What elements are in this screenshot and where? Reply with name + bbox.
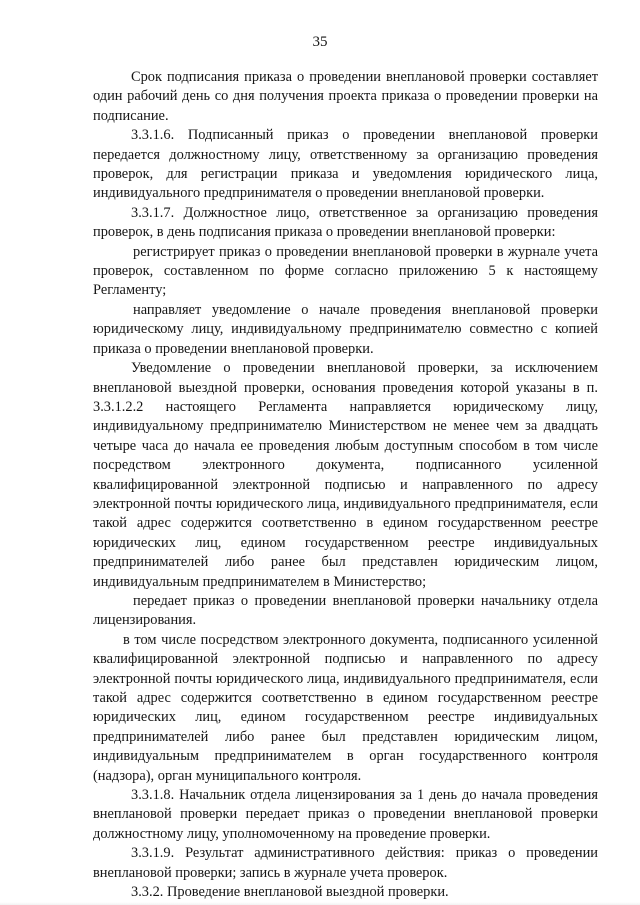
- paragraph-registers-order: регистрирует приказ о проведении внеплановой проверки в журнале учета проверок, составленном по форме согласно приложению 5 к настоящему Регламенту;: [93, 243, 598, 299]
- paragraph-sends-notice: направляет уведомление о начале проведения внеплановой проверки юридическому лицу, индивидуальному предпринимателю совместно с копией приказа о проведении внеплановой проверки.: [93, 301, 598, 357]
- paragraph-electronic-document: в том числе посредством электронного документа, подписанного усиленной квалифицированной электронной подписью и направленного по адресу электронной почты юридического лица, индивидуального предпринимателя, если такой адрес содержится соответственно в едином государственном реестре юридических лиц, едином государственном реестре индивидуальных предпринимателей либо ранее был представлен юридическим лицом, индивидуальным предпринимателем в орган государственного контроля (надзора), орган муниципального контроля.: [93, 631, 598, 784]
- paragraph-3-3-1-6: 3.3.1.6. Подписанный приказ о проведении внеплановой проверки передается должностному лицу, ответственному за организацию проведения проверок, для регистрации приказа и уведомления юридического лица, индивидуального предпринимателя о проведении внеплановой проверки.: [93, 127, 598, 202]
- paragraph-3-3-1-9: 3.3.1.9. Результат административного действия: приказ о проведении внеплановой проверки; запись в журнале учета проверок.: [93, 845, 598, 881]
- paragraph-3-3-1-7: 3.3.1.7. Должностное лицо, ответственное за организацию проведения проверок, в день подписания приказа о проведении внеплановой проверки:: [93, 204, 598, 241]
- paragraph-transfers-order: передает приказ о проведении внеплановой проверки начальнику отдела лицензирования.: [93, 592, 598, 629]
- page-number: 35: [312, 34, 328, 50]
- paragraph-3-3-2: 3.3.2. Проведение внеплановой выездной проверки.: [131, 884, 449, 901]
- paragraph-signing-deadline: Срок подписания приказа о проведении внеплановой проверки составляет один рабочий день со дня получения проекта приказа о проведении проверки на подписание.: [93, 69, 598, 124]
- document-body: [93, 68, 598, 902]
- paragraph-notification-rules: Уведомление о проведении внеплановой проверки, за исключением внеплановой выездной проверки, основания проведения которой указаны в п. 3.3.1.2.2 настоящего Регламента направляется юридическому лицу, индивидуальному предпринимателю Министерством не менее чем за двадцать четыре часа до начала ее проведения любым доступным способом в том числе посредством электронного документа, подписанного усиленной квалифицированной электронной подписью и направленного по адресу электронной почты юридического лица, индивидуального предпринимателя, если такой адрес содержится соответственно в едином государственном реестре юридических лиц, едином государственном реестре индивидуальных предпринимателей либо ранее был представлен юридическим лицом, индивидуальным предпринимателем в Министерство;: [93, 360, 598, 590]
- paragraph-3-3-1-8: 3.3.1.8. Начальник отдела лицензирования за 1 день до начала проведения внеплановой проверки передает приказ о проведении внеплановой проверки должностному лицу, уполномоченному на проведение проверки.: [93, 787, 598, 842]
